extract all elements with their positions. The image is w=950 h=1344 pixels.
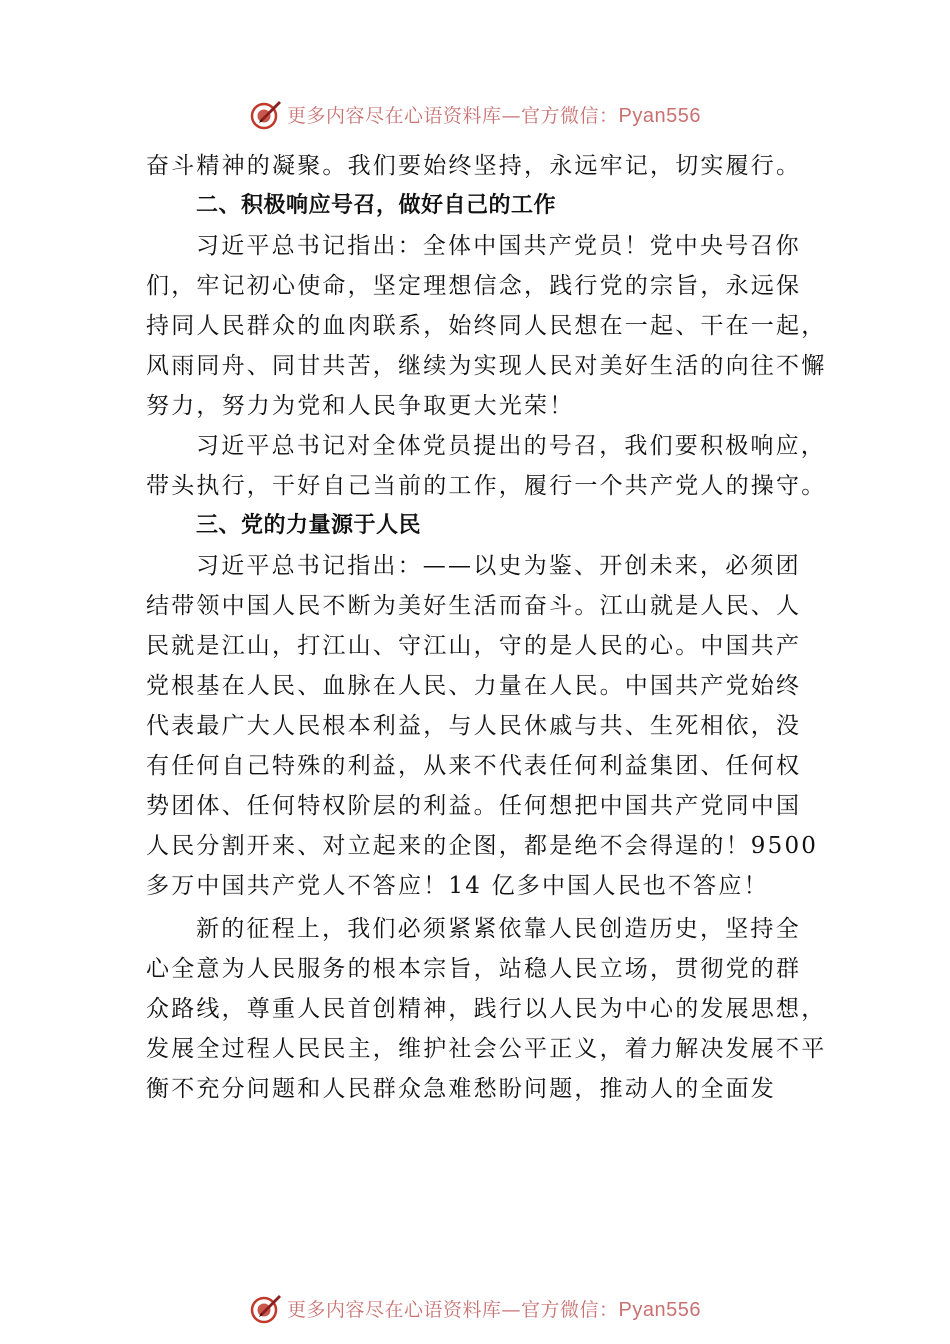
pen-seal-logo-icon: [249, 1291, 283, 1325]
body-line: 结带领中国人民不断为美好生活而奋斗。江山就是人民、人: [146, 593, 802, 619]
header-banner: [0, 94, 950, 134]
body-line: 众路线，尊重人民首创精神，践行以人民为中心的发展思想，: [146, 996, 827, 1022]
body-line: 奋斗精神的凝聚。我们要始终坚持，永远牢记，切实履行。: [146, 153, 802, 179]
body-line: 风雨同舟、同甘共苦，继续为实现人民对美好生活的向往不懈: [146, 353, 827, 379]
header-banner-text: 更多内容尽在心语资料库—官方微信：Pyan556: [287, 104, 701, 127]
body-line: 有任何自己特殊的利益，从来不代表任何利益集团、任何权: [146, 753, 802, 779]
section-3-paragraph-1: [146, 546, 822, 906]
body-line: 发展全过程人民民主，维护社会公平正义，着力解决发展不平: [146, 1036, 827, 1062]
section-heading-2: 二、积极响应号召，做好自己的工作: [196, 193, 557, 218]
section-2-paragraph-1: [146, 226, 827, 426]
document-body: [146, 146, 827, 1109]
footer-banner-text: 更多内容尽在心语资料库—官方微信：Pyan556: [287, 1298, 701, 1321]
footer-wechat-id: Pyan556: [618, 1298, 701, 1321]
body-line: 党根基在人民、血脉在人民、力量在人民。中国共产党始终: [146, 673, 802, 699]
section-heading-3: 三、党的力量源于人民: [196, 513, 422, 538]
body-line: 习近平总书记指出：——以史为鉴、开创未来，必须团: [196, 553, 801, 579]
body-line: 习近平总书记指出：全体中国共产党员！党中央号召你: [196, 233, 801, 259]
body-line: 人民分割开来、对立起来的企图，都是绝不会得逞的！9500: [146, 833, 819, 859]
footer-banner: [0, 1288, 950, 1328]
body-line: 带头执行，干好自己当前的工作，履行一个共产党人的操守。: [146, 473, 827, 499]
body-line: 习近平总书记对全体党员提出的号召，我们要积极响应，: [196, 433, 826, 459]
section-3-paragraph-2: [146, 909, 827, 1109]
body-line: 们，牢记初心使命，坚定理想信念，践行党的宗旨，永远保: [146, 273, 802, 299]
body-line: 民就是江山，打江山、守江山，守的是人民的心。中国共产: [146, 633, 802, 659]
body-line: 势团体、任何特权阶层的利益。任何想把中国共产党同中国: [146, 793, 802, 819]
header-wechat-id: Pyan556: [618, 104, 701, 127]
body-line: 努力，努力为党和人民争取更大光荣！: [146, 393, 575, 419]
pen-seal-logo-icon: [249, 97, 283, 131]
body-line: 新的征程上，我们必须紧紧依靠人民创造历史，坚持全: [196, 916, 801, 942]
body-line: 心全意为人民服务的根本宗旨，站稳人民立场，贯彻党的群: [146, 956, 802, 982]
body-line: 多万中国共产党人不答应！14 亿多中国人民也不答应！: [146, 873, 769, 899]
section-2-paragraph-2: [146, 426, 827, 506]
body-line: 衡不充分问题和人民群众急难愁盼问题，推动人的全面发: [146, 1076, 776, 1102]
body-line: 持同人民群众的血肉联系，始终同人民想在一起、干在一起，: [146, 313, 827, 339]
body-line: 代表最广大人民根本利益，与人民休戚与共、生死相依，没: [146, 713, 802, 739]
